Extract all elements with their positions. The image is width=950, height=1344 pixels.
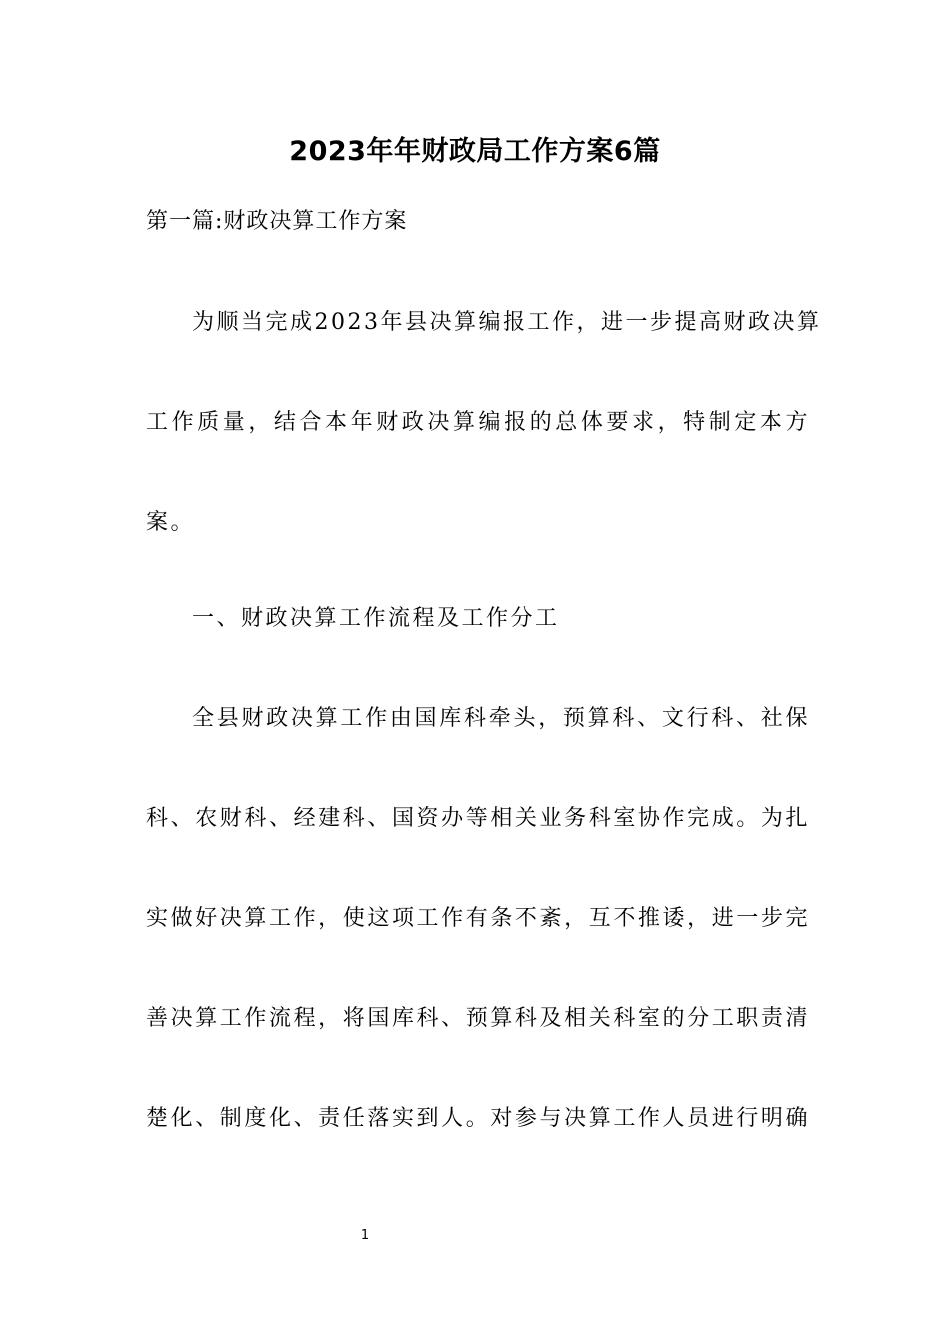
paragraph-1-line-1: 为顺当完成2023年县决算编报工作，进一步提高财政决算 — [192, 310, 822, 335]
paragraph-2-line-3: 实做好决算工作，使这项工作有条不紊，互不推诿，进一步完 — [146, 906, 810, 931]
paragraph-2-line-1: 全县财政决算工作由国库科牵头，预算科、文行科、社保 — [192, 706, 810, 731]
document-subtitle: 第一篇:财政决算工作方案 — [146, 209, 408, 234]
paragraph-2-line-2: 科、农财科、经建科、国资办等相关业务科室协作完成。为扎 — [146, 806, 810, 831]
paragraph-1-line-3: 案。 — [146, 510, 196, 535]
paragraph-2-line-5: 楚化、制度化、责任落实到人。对参与决算工作人员进行明确 — [146, 1106, 810, 1131]
section-heading: 一、财政决算工作流程及工作分工 — [192, 606, 560, 631]
page-number: 1 — [360, 1228, 370, 1243]
document-title: 2023年年财政局工作方案6篇 — [289, 136, 661, 167]
paragraph-2-line-4: 善决算工作流程，将国库科、预算科及相关科室的分工职责清 — [146, 1006, 810, 1031]
paragraph-1-line-2: 工作质量，结合本年财政决算编报的总体要求，特制定本方 — [146, 410, 810, 435]
